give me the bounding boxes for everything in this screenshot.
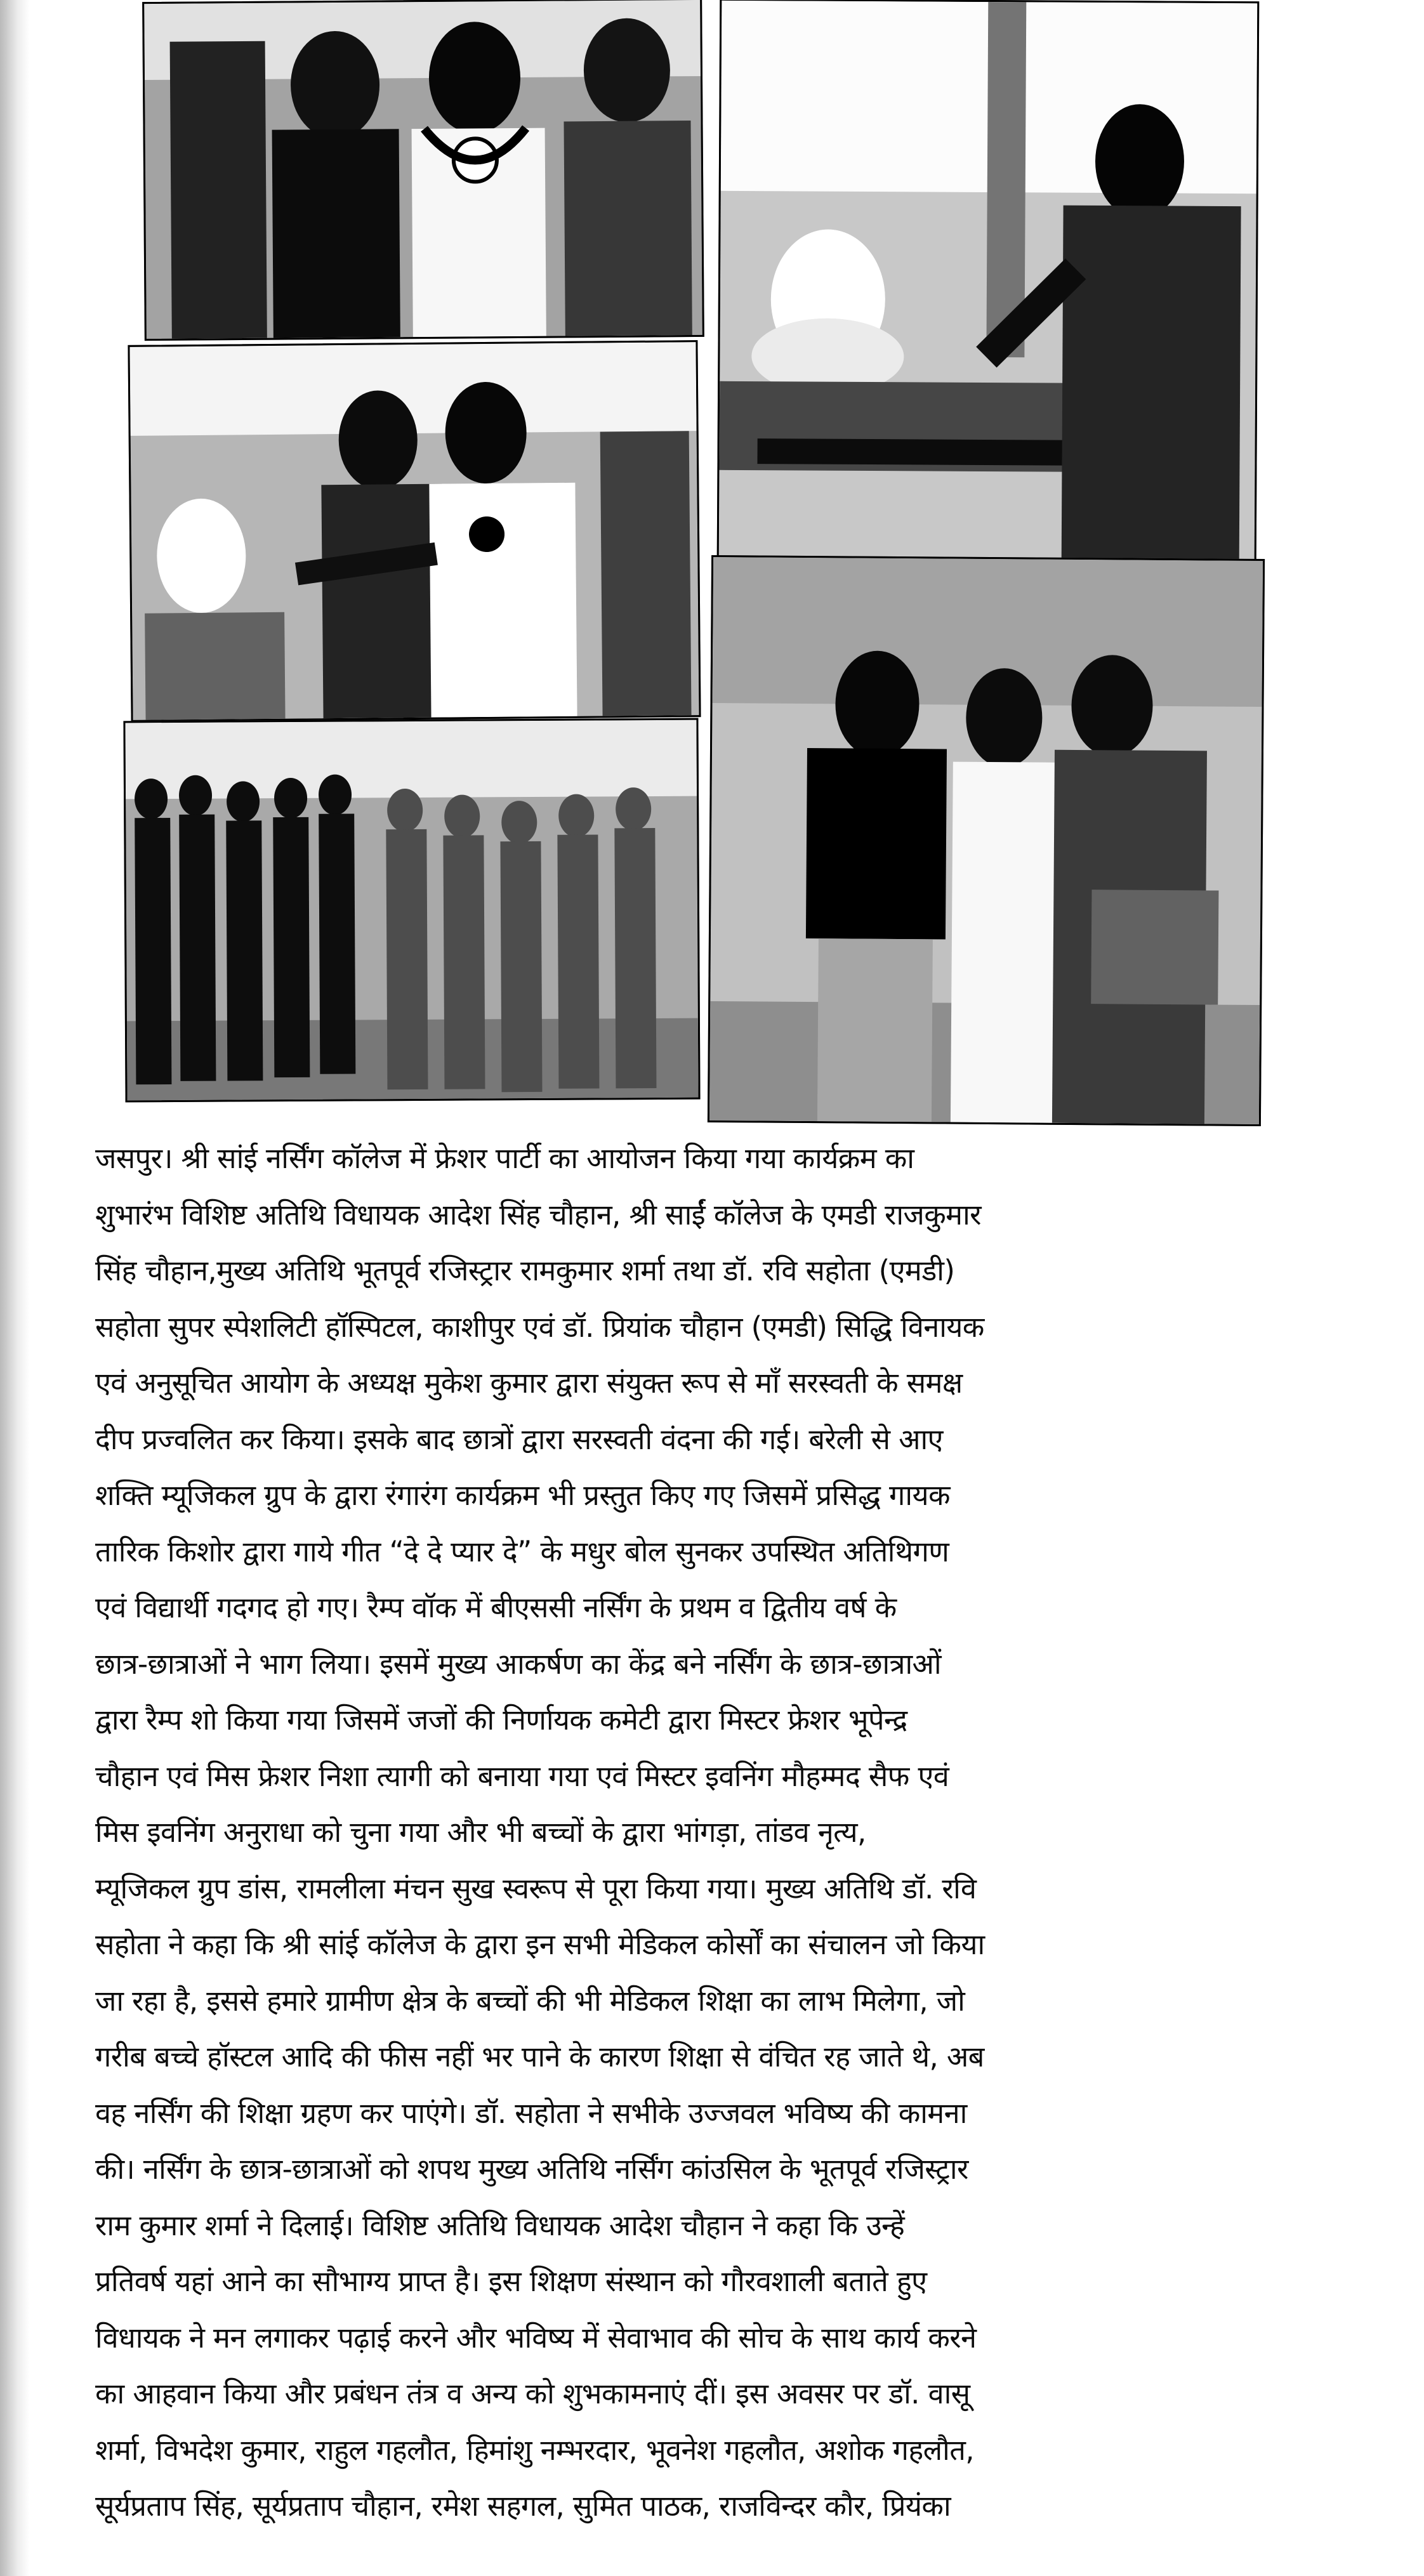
article-line: जसपुर। श्री सांई नर्सिंग कॉलेज में फ्रेशर पार्टी का आयोजन किया गया कार्यक्रम का xyxy=(95,1141,914,1175)
article-line: चौहान एवं मिस फ्रेशर निशा त्यागी को बनाया गया एवं मिस्टर इवनिंग मौहम्मद सैफ एवं xyxy=(95,1759,949,1793)
article-line: छात्र-छात्राओं ने भाग लिया। इसमें मुख्य आकर्षण का केंद्र बने नर्सिंग के छात्र-छात्राओं xyxy=(95,1646,941,1681)
article-line: सिंह चौहान,मुख्य अतिथि भूतपूर्व रजिस्ट्रार रामकुमार शर्मा तथा डॉ. रवि सहोता (एमडी) xyxy=(95,1254,955,1287)
photo-lamp-lighting-at-altar xyxy=(717,0,1260,562)
news-article-body xyxy=(95,1131,1288,2535)
article-line: म्यूजिकल ग्रुप डांस, रामलीला मंचन सुख स्वरूप से पूरा किया गया। मुख्य अतिथि डॉ. रवि xyxy=(95,1871,977,1905)
article-line: शक्ति म्यूजिकल ग्रुप के द्वारा रंगारंग कार्यक्रम भी प्रस्तुत किए गए जिसमें प्रसिद्ध गायक xyxy=(95,1478,950,1512)
article-line: सहोता ने कहा कि श्री सांई कॉलेज के द्वारा इन सभी मेडिकल कोर्सों का संचालन जो किया xyxy=(95,1928,985,1961)
scan-edge-shadow xyxy=(0,0,29,2576)
article-line: राम कुमार शर्मा ने दिलाई। विशिष्ट अतिथि विधायक आदेश चौहान ने कहा कि उन्हें xyxy=(95,2208,905,2242)
article-line: शर्मा, विभदेश कुमार, राहुल गहलौत, हिमांशु नम्भरदार, भूवनेश गहलौत, अशोक गहलौत, xyxy=(95,2433,974,2467)
article-line: एवं अनुसूचित आयोग के अध्यक्ष मुकेश कुमार द्वारा संयुक्त रूप से माँ सरस्वती के समक्ष xyxy=(95,1366,963,1400)
article-line: जा रहा है, इससे हमारे ग्रामीण क्षेत्र के बच्चों की भी मेडिकल शिक्षा का लाभ मिलेगा, जो xyxy=(95,1983,965,2018)
photo-guests-lighting-lamp xyxy=(128,340,701,722)
photo-group-of-staff-and-students xyxy=(123,718,700,1103)
article-line: द्वारा रैम्प शो किया गया जिसमें जजों की निर्णायक कमेटी द्वारा मिस्टर फ्रेशर भूपेन्द्र xyxy=(95,1703,907,1737)
article-line: का आहवान किया और प्रबंधन तंत्र व अन्य को शुभकामनाएं दीं। इस अवसर पर डॉ. वासू xyxy=(95,2377,970,2410)
article-line: मिस इवनिंग अनुराधा को चुना गया और भी बच्चों के द्वारा भांगड़ा, तांडव नृत्य, xyxy=(95,1815,866,1849)
article-line: वह नर्सिंग की शिक्षा ग्रहण कर पाएंगे। डॉ. सहोता ने सभीके उज्जवल भविष्य की कामना xyxy=(95,2096,967,2130)
photo-guests-standing-outdoors xyxy=(708,555,1265,1126)
article-line: प्रतिवर्ष यहां आने का सौभाग्य प्राप्त है। इस शिक्षण संस्थान को गौरवशाली बताते हुए xyxy=(95,2264,927,2298)
article-line: की। नर्सिंग के छात्र-छात्राओं को शपथ मुख्य अतिथि नर्सिंग कांउसिल के भूतपूर्व रजिस्ट्रार xyxy=(95,2152,968,2186)
article-line: दीप प्रज्वलित कर किया। इसके बाद छात्रों द्वारा सरस्वती वंदना की गई। बरेली से आए xyxy=(95,1422,943,1456)
article-line: शुभारंभ विशिष्ट अतिथि विधायक आदेश सिंह चौहान, श्री साईं कॉलेज के एमडी राजकुमार xyxy=(95,1197,981,1232)
article-line: एवं विद्यार्थी गदगद हो गए। रैम्प वॉक में बीएससी नर्सिंग के प्रथम व द्वितीय वर्ष के xyxy=(95,1591,897,1624)
article-line: सहोता सुपर स्पेशलिटी हॉस्पिटल, काशीपुर एवं डॉ. प्रियांक चौहान (एमडी) सिद्धि विनायक xyxy=(95,1310,984,1344)
photo-guests-with-garlands xyxy=(142,0,704,341)
article-line: सूर्यप्रताप सिंह, सूर्यप्रताप चौहान, रमेश सहगल, सुमित पाठक, राजविन्दर कौर, प्रियंका xyxy=(95,2489,951,2523)
article-line: गरीब बच्चे हॉस्टल आदि की फीस नहीं भर पाने के कारण शिक्षा से वंचित रह जाते थे, अब xyxy=(95,2040,984,2073)
article-line: विधायक ने मन लगाकर पढ़ाई करने और भविष्य में सेवाभाव की सोच के साथ कार्य करने xyxy=(95,2320,977,2355)
article-line: तारिक किशोर द्वारा गाये गीत “दे दे प्यार दे” के मधुर बोल सुनकर उपस्थित अतिथिगण xyxy=(95,1534,949,1568)
